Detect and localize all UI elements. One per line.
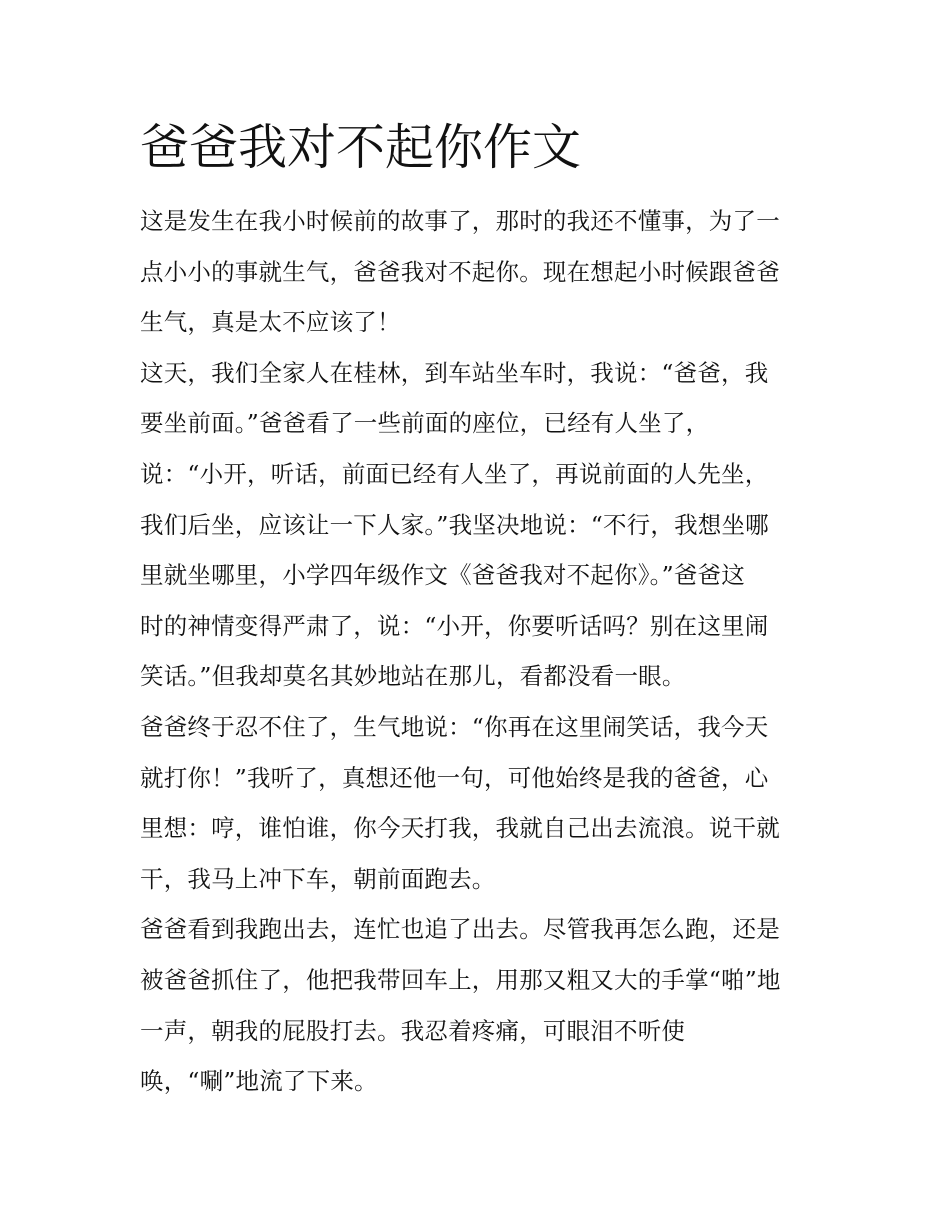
document-body <box>140 196 815 1107</box>
text-line: 说：“小开，听话，前面已经有人坐了，再说前面的人先坐， <box>140 459 769 488</box>
text-line: 干，我马上冲下车，朝前面跑去。 <box>140 864 496 893</box>
text-line: 一声，朝我的屁股打去。我忍着疼痛，可眼泪不听使 <box>140 1016 686 1045</box>
text-line: 这是发生在我小时候前的故事了，那时的我还不懂事，为了一 <box>140 207 780 235</box>
text-line: 时的神情变得严肃了，说：“小开，你要听话吗？别在这里闹 <box>140 611 769 640</box>
text-line: 爸爸终于忍不住了，生气地说：“你再在这里闹笑话，我今天 <box>140 712 769 741</box>
page-title: 爸爸我对不起你作文 <box>140 119 582 176</box>
text-line: 笑话。”但我却莫名其妙地站在那儿，看都没看一眼。 <box>140 662 686 691</box>
text-line: 我们后坐，应该让一下人家。”我坚决地说：“不行，我想坐哪 <box>140 510 769 539</box>
text-line: 爸爸看到我跑出去，连忙也追了出去。尽管我再怎么跑，还是 <box>140 915 780 944</box>
text-line: 点小小的事就生气，爸爸我对不起你。现在想起小时候跟爸爸 <box>140 257 780 286</box>
text-line: 这天，我们全家人在桂林，到车站坐车时，我说：“爸爸，我 <box>140 358 769 387</box>
text-line: 要坐前面。”爸爸看了一些前面的座位，已经有人坐了， <box>140 409 710 438</box>
text-line: 被爸爸抓住了，他把我带回车上，用那又粗又大的手掌“啪”地 <box>140 965 781 994</box>
text-line: 就打你！”我听了，真想还他一句，可他始终是我的爸爸，心 <box>140 763 769 792</box>
text-line: 里想：哼，谁怕谁，你今天打我，我就自己出去流浪。说干就 <box>140 814 780 843</box>
text-line: 里就坐哪里，小学四年级作文《爸爸我对不起你》。”爸爸这 <box>140 561 745 590</box>
text-line: 生气，真是太不应该了！ <box>140 308 401 337</box>
text-line: 唤，“唰”地流了下来。 <box>140 1067 378 1096</box>
